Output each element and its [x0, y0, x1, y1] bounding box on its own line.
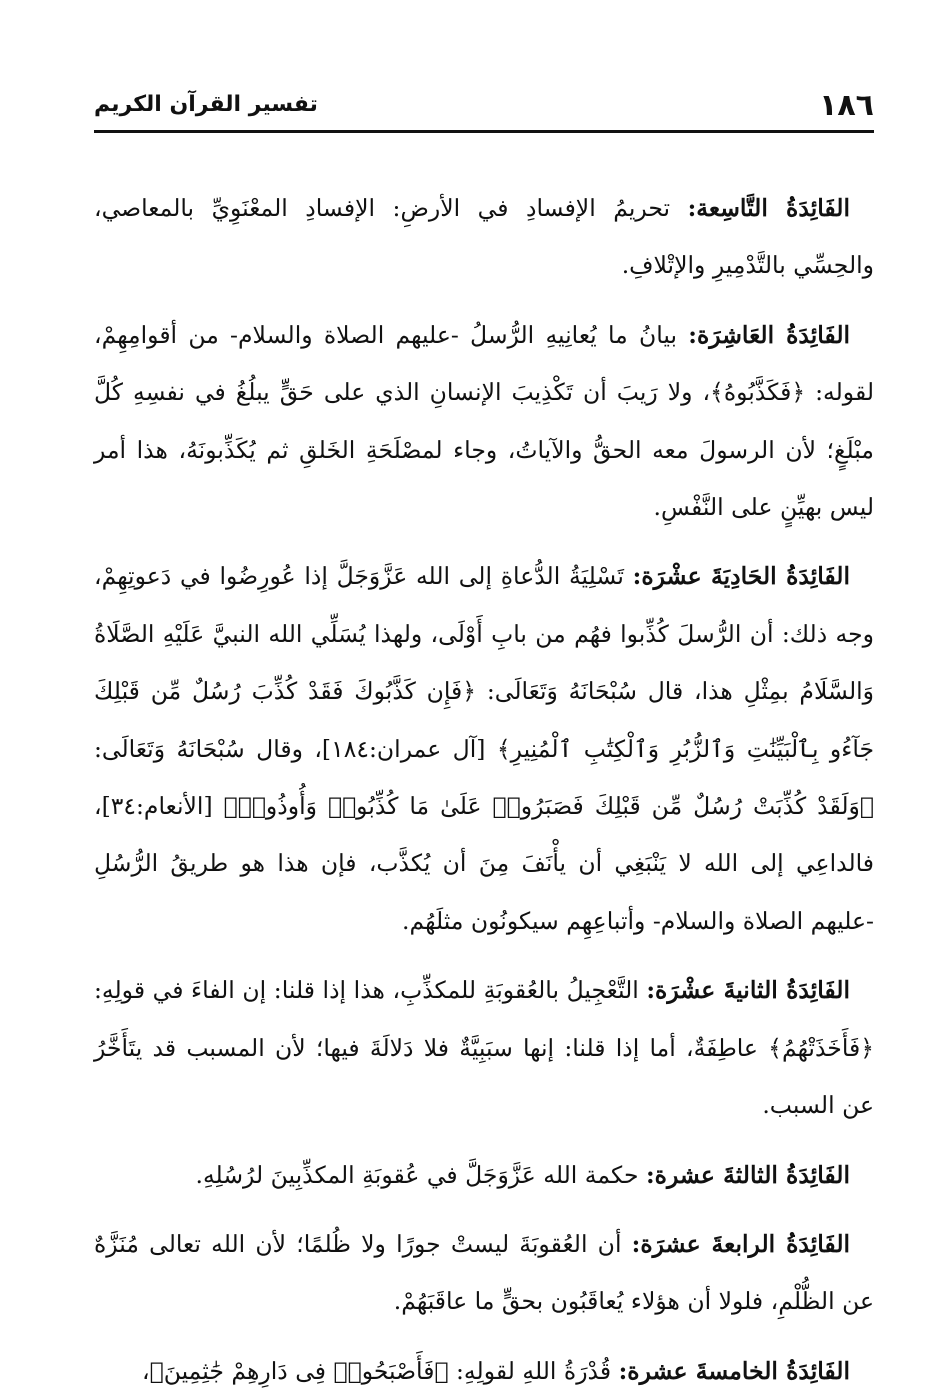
benefit-text: تحريمُ الإفسادِ في الأرضِ: الإفسادِ المعْنَوِيِّ بالمعاصي، والحِسِّي بالتَّدْمِيرِ والإتْلافِ.	[94, 194, 874, 280]
paragraph-benefit-14	[94, 1216, 874, 1331]
paragraph-benefit-13	[94, 1147, 874, 1204]
benefit-heading: الفَائِدَةُ الثانيةَ عشْرَة:	[646, 976, 850, 1005]
paragraph-benefit-12	[94, 962, 874, 1134]
book-title: تفسير القرآن الكريم	[94, 92, 318, 117]
page-number: ١٨٦	[819, 88, 874, 123]
page-body	[94, 180, 874, 1400]
paragraph-benefit-11	[94, 548, 874, 950]
page-header	[94, 86, 874, 133]
benefit-heading: الفَائِدَةُ الحَادِيَةَ عشْرَة:	[632, 562, 850, 591]
paragraph-benefit-15	[94, 1343, 874, 1400]
paragraph-benefit-9	[94, 180, 874, 295]
benefit-text: التَّعْجِيلُ بالعُقوبَةِ للمكذِّبِ، هذا إذا قلنا: إن الفاءَ في قولِهِ: ﴿فَأَخَذَتْهُمُ﴾ عاطِفَةٌ، أما إذا قلنا: إنها سبَبِيَّةٌ فلا دَلالَةَ فيها؛ لأن المسبب قد يتَأَخَّرُ عن السبب.	[94, 976, 874, 1120]
benefit-heading: الفَائِدَةُ الخامسةَ عشرة:	[618, 1356, 850, 1385]
benefit-text: حكمة الله عَزَّوَجَلَّ في عُقوبَةِ المكذِّبِينَ لرُسُلِهِ.	[195, 1160, 646, 1189]
benefit-heading: الفَائِدَةُ الثالثةَ عشرة:	[645, 1160, 850, 1189]
paragraph-benefit-10	[94, 307, 874, 537]
benefit-heading: الفَائِدَةُ التَّاسِعة:	[687, 194, 850, 222]
benefit-text: تَسْلِيَةُ الدُّعاةِ إلى الله عَزَّوَجَلَّ إذا عُورِضُوا في دَعوتِهِمْ، وجه ذلك: أن الرُّسلَ كُذِّبوا فهُم من بابِ أَوْلَى، ولهذا يُسَلِّي الله النبيَّ عَلَيْهِ الصَّلَاةُ وَالسَّلَامُ بمِثْلِ هذا، قال سُبْحَانَهُ وَتَعَالَى: ﴿فَإِن كَذَّبُوكَ فَقَدْ كُذِّبَ رُسُلٌ مِّن قَبْلِكَ جَآءُو بِٱلْبَيِّنَٰتِ وَٱلزُّبُرِ وَٱلْكِتَٰبِ ٱلْمُنِيرِ﴾ [آل عمران:١٨٤]، وقال سُبْحَانَهُ وَتَعَالَى: ﴿وَلَقَدْ كُذِّبَتْ رُسُلٌ مِّن قَبْلِكَ فَصَبَرُوا۟ عَلَىٰ مَا كُذِّبُوا۟ وَأُوذُوا۟﴾ [الأنعام:٣٤]، فالداعِي إلى الله لا يَنْبَغِي أن يأْنَفَ مِنَ أن يُكذَّب، فإن هذا هو طريقُ الرُّسُلِ -عليهم الصلاة والسلام- وأتباعِهِم سيكونُون مثلَهُم.	[94, 562, 875, 935]
benefit-text: بيانُ ما يُعانِيهِ الرُّسلُ -عليهم الصلاة والسلام- من أقوامِهِمْ، لقوله: ﴿فَكَذَّبُوهُ﴾، ولا رَيبَ أن تَكْذِيبَ الإنسانِ الذي على حَقٍّ يبلُغُ في نفسِهِ كُلَّ مبْلَغٍ؛ لأن الرسولَ معه الحقُّ والآياتُ، وجاء لمصْلَحَةِ الخَلقِ ثم يُكَذِّبونَهُ، هذا أمر ليس بهيِّنٍ على النَّفْسِ.	[94, 320, 874, 522]
benefit-heading: الفَائِدَةُ الرابعةَ عشرَة:	[631, 1229, 851, 1258]
benefit-text: أن العُقوبَةَ ليستْ جورًا ولا ظُلمًا؛ لأن الله تعالى مُنَزَّهٌ عن الظُّلْمِ، فلولا أن هؤلاء يُعاقَبُون بحقٍّ ما عاقَبَهُمْ.	[94, 1229, 874, 1316]
benefit-heading: الفَائِدَةُ العَاشِرَة:	[688, 320, 851, 349]
benefit-text: قُدْرَةُ اللهِ لقولِهِ: ﴿فَأَصْبَحُوا۟ فِى دَارِهِمْ جَٰثِمِينَ﴾،	[142, 1356, 619, 1385]
